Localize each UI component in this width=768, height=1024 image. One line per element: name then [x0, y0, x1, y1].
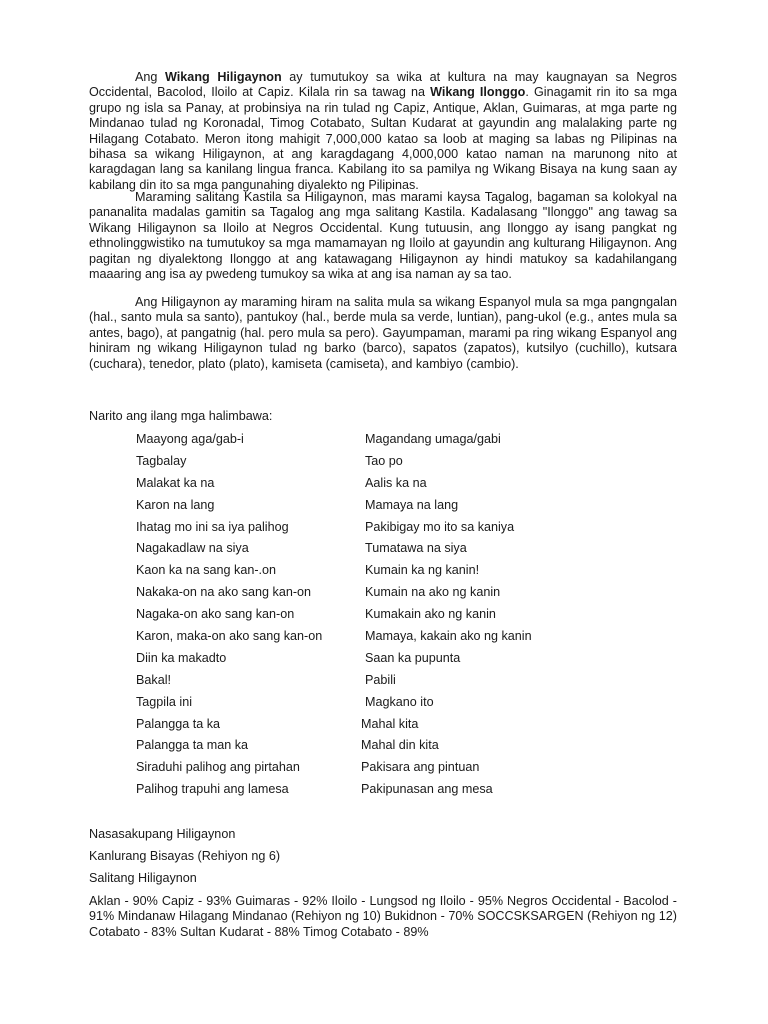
example-hiligaynon: Nagakadlaw na siya	[136, 541, 249, 556]
example-hiligaynon: Bakal!	[136, 672, 172, 687]
example-row	[136, 585, 696, 607]
example-tagalog: Pakibigay mo ito sa kaniya	[365, 519, 515, 534]
example-row	[136, 454, 696, 476]
example-hiligaynon: Siraduhi palihog ang pirtahan	[136, 760, 300, 775]
footer-heading: Nasasakupang Hiligaynon	[89, 827, 236, 841]
examples-list	[136, 432, 696, 804]
example-row	[136, 541, 696, 563]
example-hiligaynon: Tagpila ini	[136, 694, 193, 709]
paragraph-intro	[89, 70, 677, 193]
example-hiligaynon: Ihatag mo ini sa iya palihog	[136, 519, 289, 534]
example-row	[136, 782, 696, 804]
example-row	[136, 607, 696, 629]
footer-subheading: Salitang Hiligaynon	[89, 871, 197, 885]
example-tagalog: Kumain ka ng kanin!	[365, 563, 480, 578]
example-tagalog: Magandang umaga/gabi	[365, 432, 501, 446]
example-row	[136, 476, 696, 498]
example-row	[136, 563, 696, 585]
paragraph-kastila	[89, 190, 677, 282]
example-tagalog: Mamaya, kakain ako ng kanin	[365, 629, 532, 644]
example-hiligaynon: Palangga ta man ka	[136, 738, 249, 753]
example-tagalog: Pakipunasan ang mesa	[361, 782, 493, 797]
p1-text-c: . Ginagamit rin ito sa mga grupo ng isla sa Panay, at probinsiya na rin tulad ng Capiz, Antique, Aklan, Guimaras, at mga parte ng Mindanao tulad ng Koronadal, Timog Cotabato, Sultan Kudarat at gayundin ang malalaking parte ng Hilagang Cotabato. Meron itong mahigit 7,000,000 katao sa loob at maging sa labas ng Pilipinas na bihasa sa wikang Hiligaynon, at ang karagdagang 4,000,000 katao naman na marunong nito at karagdagan lang sa kanilang lingua franca. Kabilang ito sa pamilya ng Wikang Bisaya na kung saan ay kabilang din ito sa mga pangunahing diyalekto ng Pilipinas.	[89, 85, 677, 192]
example-hiligaynon: Maayong aga/gab-i	[136, 432, 244, 446]
example-tagalog: Kumakain ako ng kanin	[365, 607, 496, 622]
footer-region: Kanlurang Bisayas (Rehiyon ng 6)	[89, 849, 281, 863]
example-row	[136, 673, 696, 695]
example-tagalog: Saan ka pupunta	[365, 650, 461, 665]
example-hiligaynon: Nagaka-on ako sang kan-on	[136, 607, 295, 622]
example-row	[136, 432, 696, 454]
example-row	[136, 760, 696, 782]
bold-term-ilonggo: Wikang Ilonggo	[430, 85, 526, 100]
example-tagalog: Mahal kita	[361, 716, 419, 731]
example-hiligaynon: Tagbalay	[136, 453, 187, 468]
example-hiligaynon: Palangga ta ka	[136, 716, 221, 731]
example-row	[136, 651, 696, 673]
example-tagalog: Aalis ka na	[365, 475, 427, 490]
example-row	[136, 717, 696, 739]
example-tagalog: Pakisara ang pintuan	[361, 760, 480, 775]
example-hiligaynon: Malakat ka na	[136, 475, 215, 490]
example-row	[136, 738, 696, 760]
example-tagalog: Tumatawa na siya	[365, 541, 467, 556]
example-tagalog: Kumain na ako ng kanin	[365, 585, 501, 600]
bold-term-hiligaynon: Wikang Hiligaynon	[165, 70, 282, 84]
example-tagalog: Mahal din kita	[361, 738, 439, 753]
example-hiligaynon: Nakaka-on na ako sang kan-on	[136, 585, 312, 600]
example-row	[136, 498, 696, 520]
p2-text: Maraming salitang Kastila sa Hiligaynon, mas marami kaysa Tagalog, bagaman sa kolokyal na pananalita madalas gamitin sa Tagalog ang mga salitang Kastila. Kadalasang "Ilonggo" ang tawag sa Wikang Hiligaynon sa Iloilo at Negros Occidental. Kung tutuusin, ang Ilonggo ay isang pangkat ng ethnolinggwistiko na tumutukoy sa mga mamamayan ng Iloilo at gayundin ang kulturang Hiligaynon. Ang pagitan ng diyalektong Ilonggo at ang katawagang Hiligaynon ay hindi matukoy sa kadahilangang maaaring ang isa ay pwedeng tumukoy sa wika at ang isa naman ay sa tao.	[89, 190, 677, 282]
example-row	[136, 695, 696, 717]
example-row	[136, 629, 696, 651]
example-hiligaynon: Kaon ka na sang kan-.on	[136, 563, 277, 578]
example-hiligaynon: Karon, maka-on ako sang kan-on	[136, 629, 323, 644]
paragraph-espanyol	[89, 295, 677, 372]
p3-text: Ang Hiligaynon ay maraming hiram na salita mula sa wikang Espanyol mula sa mga pangngalan (hal., santo mula sa santo), pantukoy (hal., berde mula sa verde, luntian), pang-ukol (e.g., antes mula sa antes, bago), at pangatnig (hal. pero mula sa pero). Gayumpaman, marami pa ring wikang Espanyol ang hiniram ng wikang Hiligaynon tulad ng barko (barco), sapatos (zapatos), kutsilyo (cuchillo), kutsara (cuchara), tenedor, plato (plato), kamiseta (camiseta), and kambiyo (cambio).	[89, 295, 677, 371]
example-tagalog: Mamaya na lang	[365, 497, 459, 512]
example-tagalog: Magkano ito	[365, 694, 434, 709]
example-row	[136, 520, 696, 542]
footer-stats: Aklan - 90% Capiz - 93% Guimaras - 92% Iloilo - Lungsod ng Iloilo - 95% Negros Occidental - Bacolod - 91% Mindanaw Hilagang Mindanao (Rehiyon ng 10) Bukidnon - 70% SOCCSKSARGEN (Rehiyon ng 12) Cotabato - 83% Sultan Kudarat - 88% Timog Cotabato - 89%	[89, 894, 677, 939]
example-tagalog: Pabili	[365, 672, 396, 687]
example-hiligaynon: Palihog trapuhi ang lamesa	[136, 782, 289, 797]
p1-text-b: ay tumutukoy sa wika at kultura na may kaugnayan sa Negros Occidental, Bacolod, Iloilo at Capiz. Kilala rin sa tawag na	[89, 70, 677, 100]
example-hiligaynon: Diin ka makadto	[136, 650, 227, 665]
example-hiligaynon: Karon na lang	[136, 497, 215, 512]
p1-text-a: Ang	[135, 70, 166, 84]
example-tagalog: Tao po	[365, 453, 403, 468]
examples-intro: Narito ang ilang mga halimbawa:	[89, 409, 273, 423]
